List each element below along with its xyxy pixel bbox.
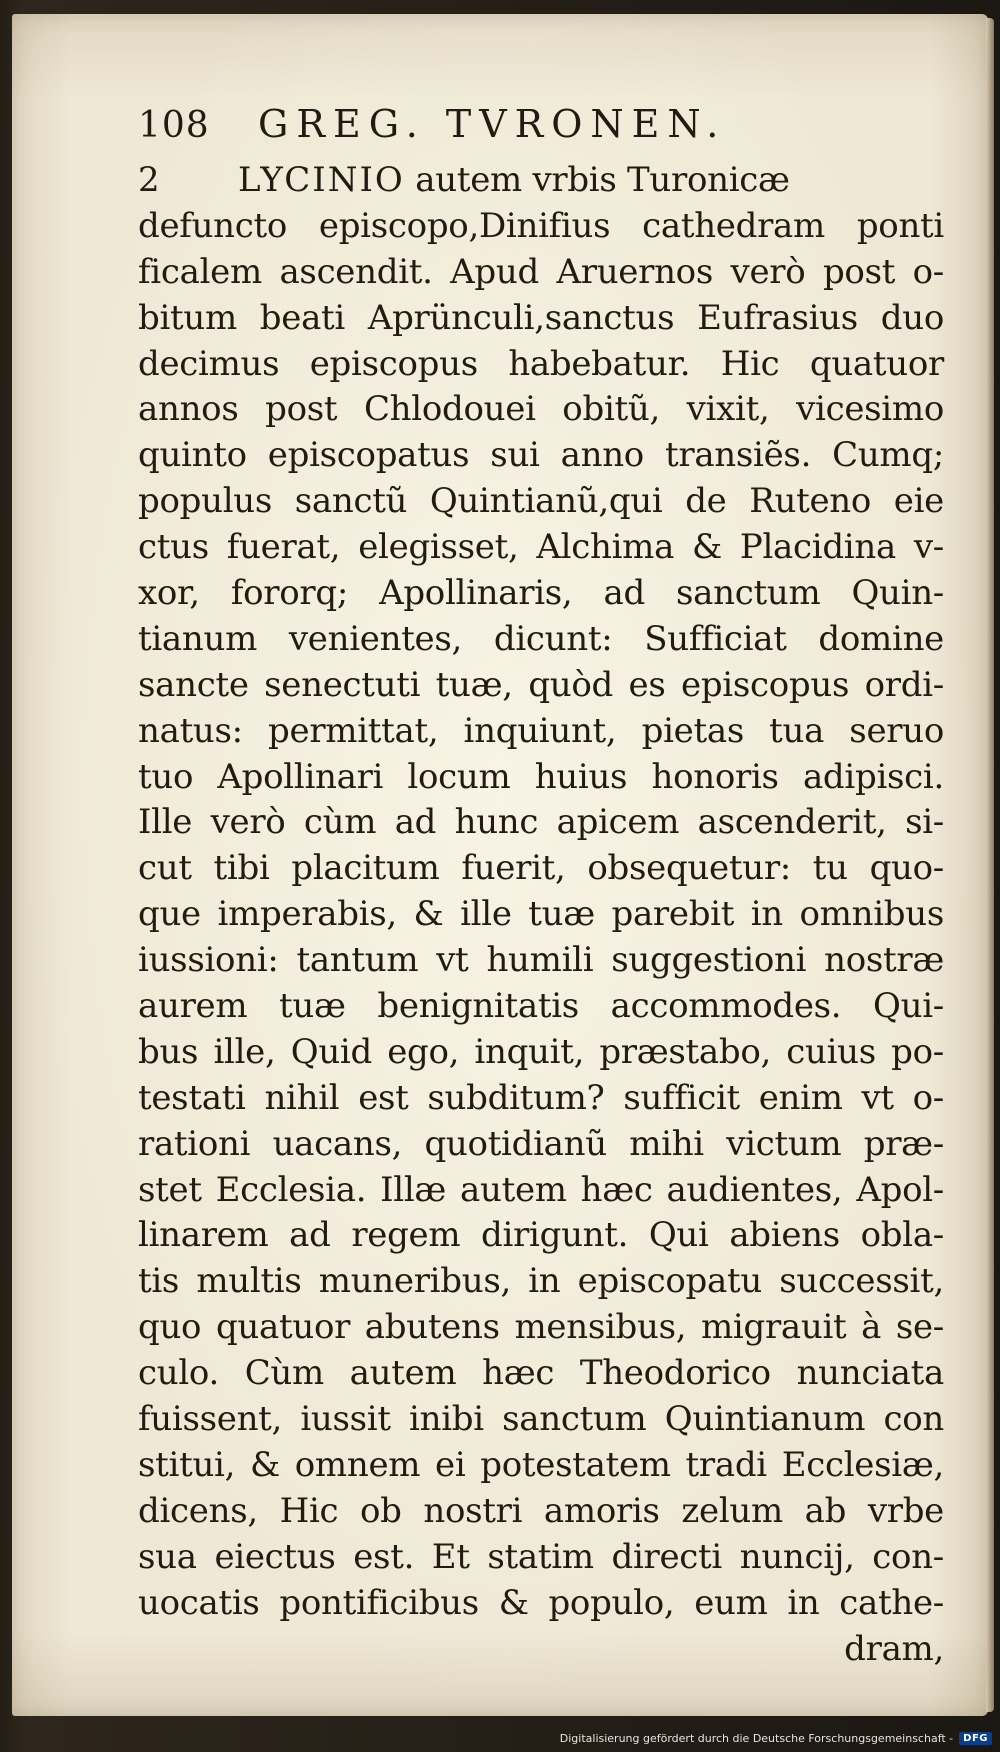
initial-word: LYCINIO [238,160,405,200]
text-line: linarem ad regem dirigunt. Qui abiens obla- [138,1215,944,1256]
text-block [138,102,944,1672]
text-line: cut tibi placitum fuerit, obsequetur: tu quo- [138,848,944,889]
text-line: testati nihil est subditum? sufficit enim vt o- [138,1077,944,1118]
text-line: iussioni: tantum vt humili suggestioni nostræ [138,940,944,981]
text-line: tuo Apollinari locum huius honoris adipisci. [138,756,944,797]
text-line: defuncto episcopo,Dinifius cathedram ponti [138,205,944,246]
text-line: decimus episcopus habebatur. Hic quatuor [138,343,944,384]
page-edge [986,18,994,1712]
text-line: uocatis pontificibus & populo, eum in cathe- [138,1582,944,1623]
body-text [138,158,944,1672]
text-line-content: autem vrbis Turonicæ [404,160,790,200]
text-line: rationi uacans, quotidianũ mihi victum præ- [138,1123,944,1164]
text-line: quinto episcopatus sui anno transiẽs. Cumq; [138,435,944,476]
text-line: bus ille, Quid ego, inquit, præstabo, cuius po- [138,1031,944,1072]
text-line: que imperabis, & ille tuæ parebit in omnibus [138,894,944,935]
catchword: dram, [844,1628,944,1669]
text-line: sua eiectus est. Et statim directi nuncij, con- [138,1536,944,1577]
text-line: tis multis muneribus, in episcopatu successit, [138,1261,944,1302]
text-line: aurem tuæ benignitatis accommodes. Qui- [138,986,944,1027]
text-line: stet Ecclesia. Illæ autem hæc audientes, Apol- [138,1169,944,1210]
text-line: annos post Chlodouei obitũ, vixit, vicesimo [138,389,944,430]
text-line: Ille verò cùm ad hunc apicem ascenderit, si- [138,802,944,843]
text-line: culo. Cùm autem hæc Theodorico nunciata [138,1353,944,1394]
text-line [138,158,944,204]
running-head-title: GREG. TVRONEN. [258,102,727,146]
page-number: 108 [138,105,210,146]
book-page [12,14,988,1716]
digitization-credit [560,1729,992,1747]
text-line: ficalem ascendit. Apud Aruernos verò post o- [138,251,944,292]
text-line: populus sanctũ Quintianũ,qui de Ruteno eie [138,481,944,522]
signature-mark: 2 [138,160,160,200]
text-line: natus: permittat, inquiunt, pietas tua seruo [138,710,944,751]
text-line: quo quatuor abutens mensibus, migrauit à se- [138,1307,944,1348]
dfg-logo: DFG [959,1732,992,1745]
text-line: dicens, Hic ob nostri amoris zelum ab vrbe [138,1490,944,1531]
text-line: sancte senectuti tuæ, quòd es episcopus ordi- [138,664,944,705]
text-line: fuissent, iussit inibi sanctum Quintianum con [138,1399,944,1440]
text-line: stitui, & omnem ei potestatem tradi Ecclesiæ, [138,1444,944,1485]
running-head [138,102,944,158]
text-line: tianum venientes, dicunt: Sufficiat domine [138,618,944,659]
text-line: xor, fororq; Apollinaris, ad sanctum Quin- [138,573,944,614]
credit-text: Digitalisierung gefördert durch die Deutsche Forschungsgemeinschaft - [559,1731,954,1745]
text-line: ctus fuerat, elegisset, Alchima & Placidina v- [138,527,944,568]
text-line: bitum beati Aprünculi,sanctus Eufrasius duo [138,297,944,338]
